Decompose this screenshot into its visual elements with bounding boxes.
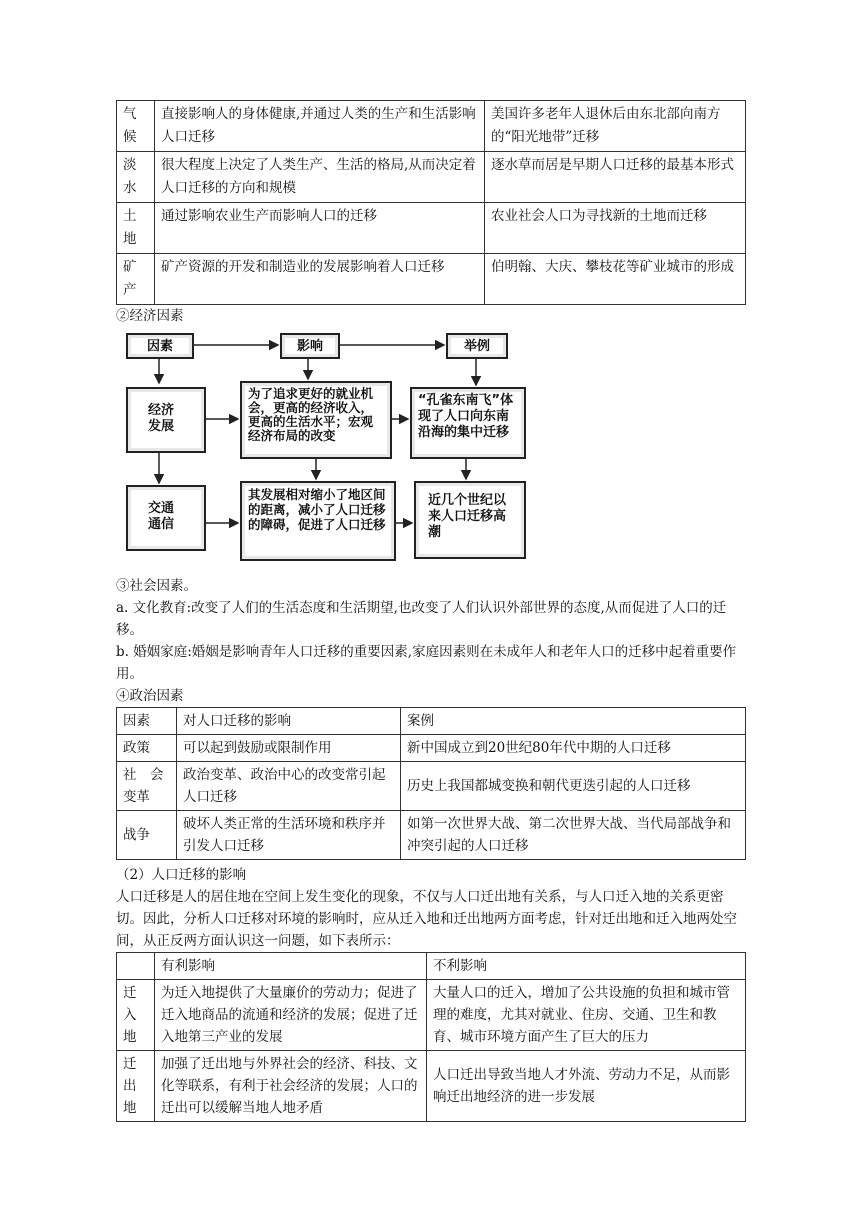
effect-cell: 政治变革、政治中心的改变常引起人口迁移 xyxy=(177,762,401,811)
economic-development-box xyxy=(126,387,206,453)
effect-cell: 可以起到鼓励或限制作用 xyxy=(177,735,401,762)
table-row xyxy=(117,203,746,254)
economic-influence-box xyxy=(240,381,392,459)
header-influence-box xyxy=(280,333,340,359)
example-cell: 农业社会人口为寻找新的土地而迁移 xyxy=(485,203,746,254)
place-cell: 迁入地 xyxy=(117,980,155,1051)
political-factors-heading: ④政治因素 xyxy=(116,688,184,704)
transport-influence-label: 其发展相对缩小了地区间的距离，减小了人口迁移的障碍，促进了人口迁移 xyxy=(248,487,386,532)
natural-factors-table xyxy=(116,100,746,305)
negative-impact-cell: 大量人口的迁入，增加了公共设施的负担和城市管理的难度，尤其对就业、住房、交通、卫生和教育、城市环境方面产生了巨大的压力 xyxy=(427,980,746,1051)
header-cell: 有利影响 xyxy=(155,953,427,980)
table-row xyxy=(117,811,746,860)
factor-cell: 战争 xyxy=(117,811,177,860)
factor-cell: 矿产 xyxy=(117,254,155,305)
economic-example-label: “孔雀东南飞”体现了人口向东南沿海的集中迁移 xyxy=(418,393,514,440)
header-cell xyxy=(117,953,155,980)
transport-example-box xyxy=(414,481,526,559)
economic-influence-label: 为了追求更好的就业机会，更高的经济收入，更高的生活水平；宏观经济布局的改变 xyxy=(248,386,374,443)
example-cell: 美国许多老年人退休后由东北部向南方的“阳光地带”迁移 xyxy=(485,101,746,152)
header-cell: 案例 xyxy=(401,708,746,735)
negative-impact-cell: 人口迁出导致当地人才外流、劳动力不足，从而影响迁出地经济的进一步发展 xyxy=(427,1051,746,1122)
effect-cell: 很大程度上决定了人类生产、生活的格局,从而决定着人口迁移的方向和规模 xyxy=(155,152,485,203)
document-page xyxy=(116,100,746,1122)
effect-cell: 通过影响农业生产而影响人口的迁移 xyxy=(155,203,485,254)
header-factor-box xyxy=(126,333,194,359)
social-factor-a: a. 文化教育:改变了人们的生活态度和生活期望,也改变了人们认识外部世界的态度,从而促进了人口的迁移。 xyxy=(116,600,727,638)
transport-communication-box xyxy=(126,485,206,551)
factor-cell: 政策 xyxy=(117,735,177,762)
table-row xyxy=(117,101,746,152)
case-cell: 历史上我国都城变换和朝代更迭引起的人口迁移 xyxy=(401,762,746,811)
transport-communication-label: 交通通信 xyxy=(148,501,175,532)
effect-cell: 破坏人类正常的生活环境和秩序并引发人口迁移 xyxy=(177,811,401,860)
table-header-row xyxy=(117,953,746,980)
factor-cell: 气候 xyxy=(117,101,155,152)
table-row xyxy=(117,152,746,203)
table-row xyxy=(117,980,746,1051)
example-cell: 伯明翰、大庆、攀枝花等矿业城市的形成 xyxy=(485,254,746,305)
factor-cell: 社 会变革 xyxy=(117,762,177,811)
factor-cell: 土地 xyxy=(117,203,155,254)
table-row xyxy=(117,735,746,762)
factor-cell: 淡水 xyxy=(117,152,155,203)
place-cell: 迁出地 xyxy=(117,1051,155,1122)
positive-impact-cell: 为迁入地提供了大量廉价的劳动力；促进了迁入地商品的流通和经济的发展；促进了迁入地第三产业的发展 xyxy=(155,980,427,1051)
header-influence-label: 影响 xyxy=(296,339,323,354)
economic-development-label: 经济发展 xyxy=(148,403,175,434)
migration-impact-table xyxy=(116,952,746,1122)
case-cell: 新中国成立到20世纪80年代中期的人口迁移 xyxy=(401,735,746,762)
header-cell: 因素 xyxy=(117,708,177,735)
example-cell: 逐水草而居是早期人口迁移的最基本形式 xyxy=(485,152,746,203)
migration-impact-heading: （2）人口迁移的影响 xyxy=(116,867,247,883)
header-cell: 对人口迁移的影响 xyxy=(177,708,401,735)
table-row xyxy=(117,254,746,305)
social-factors-heading: ③社会因素。 xyxy=(116,578,197,594)
header-example-label: 举例 xyxy=(463,339,490,354)
case-cell: 如第一次世界大战、第二次世界大战、当代局部战争和冲突引起的人口迁移 xyxy=(401,811,746,860)
transport-influence-box xyxy=(240,481,396,561)
header-example-box xyxy=(446,333,508,359)
header-cell: 不利影响 xyxy=(427,953,746,980)
positive-impact-cell: 加强了迁出地与外界社会的经济、科技、文化等联系，有利于社会经济的发展；人口的迁出可以缓解当地人地矛盾 xyxy=(155,1051,427,1122)
economic-example-box xyxy=(410,387,526,459)
table-row xyxy=(117,1051,746,1122)
effect-cell: 矿产资源的开发和制造业的发展影响着人口迁移 xyxy=(155,254,485,305)
political-factors-table xyxy=(116,707,746,860)
header-factor-label: 因素 xyxy=(146,339,173,354)
table-row xyxy=(117,762,746,811)
transport-example-label: 近几个世纪以来人口迁移高潮 xyxy=(428,493,507,540)
effect-cell: 直接影响人的身体健康,并通过人类的生产和生活影响人口迁移 xyxy=(155,101,485,152)
economic-factors-heading: ②经济因素 xyxy=(116,308,184,324)
social-factor-b: b. 婚姻家庭:婚姻是影响青年人口迁移的重要因素,家庭因素则在未成年人和老年人口的迁移中起着重要作用。 xyxy=(116,644,737,682)
table-header-row xyxy=(117,708,746,735)
migration-impact-paragraph: 人口迁移是人的居住地在空间上发生变化的现象，不仅与人口迁出地有关系，与人口迁入地的关系更密切。因此，分析人口迁移对环境的影响时，应从迁入地和迁出地两方面考虑，针对迁出地和迁入地两处空间，从正反两方面认识这一问题，如下表所示： xyxy=(116,889,737,949)
economic-factors-diagram xyxy=(126,331,526,569)
